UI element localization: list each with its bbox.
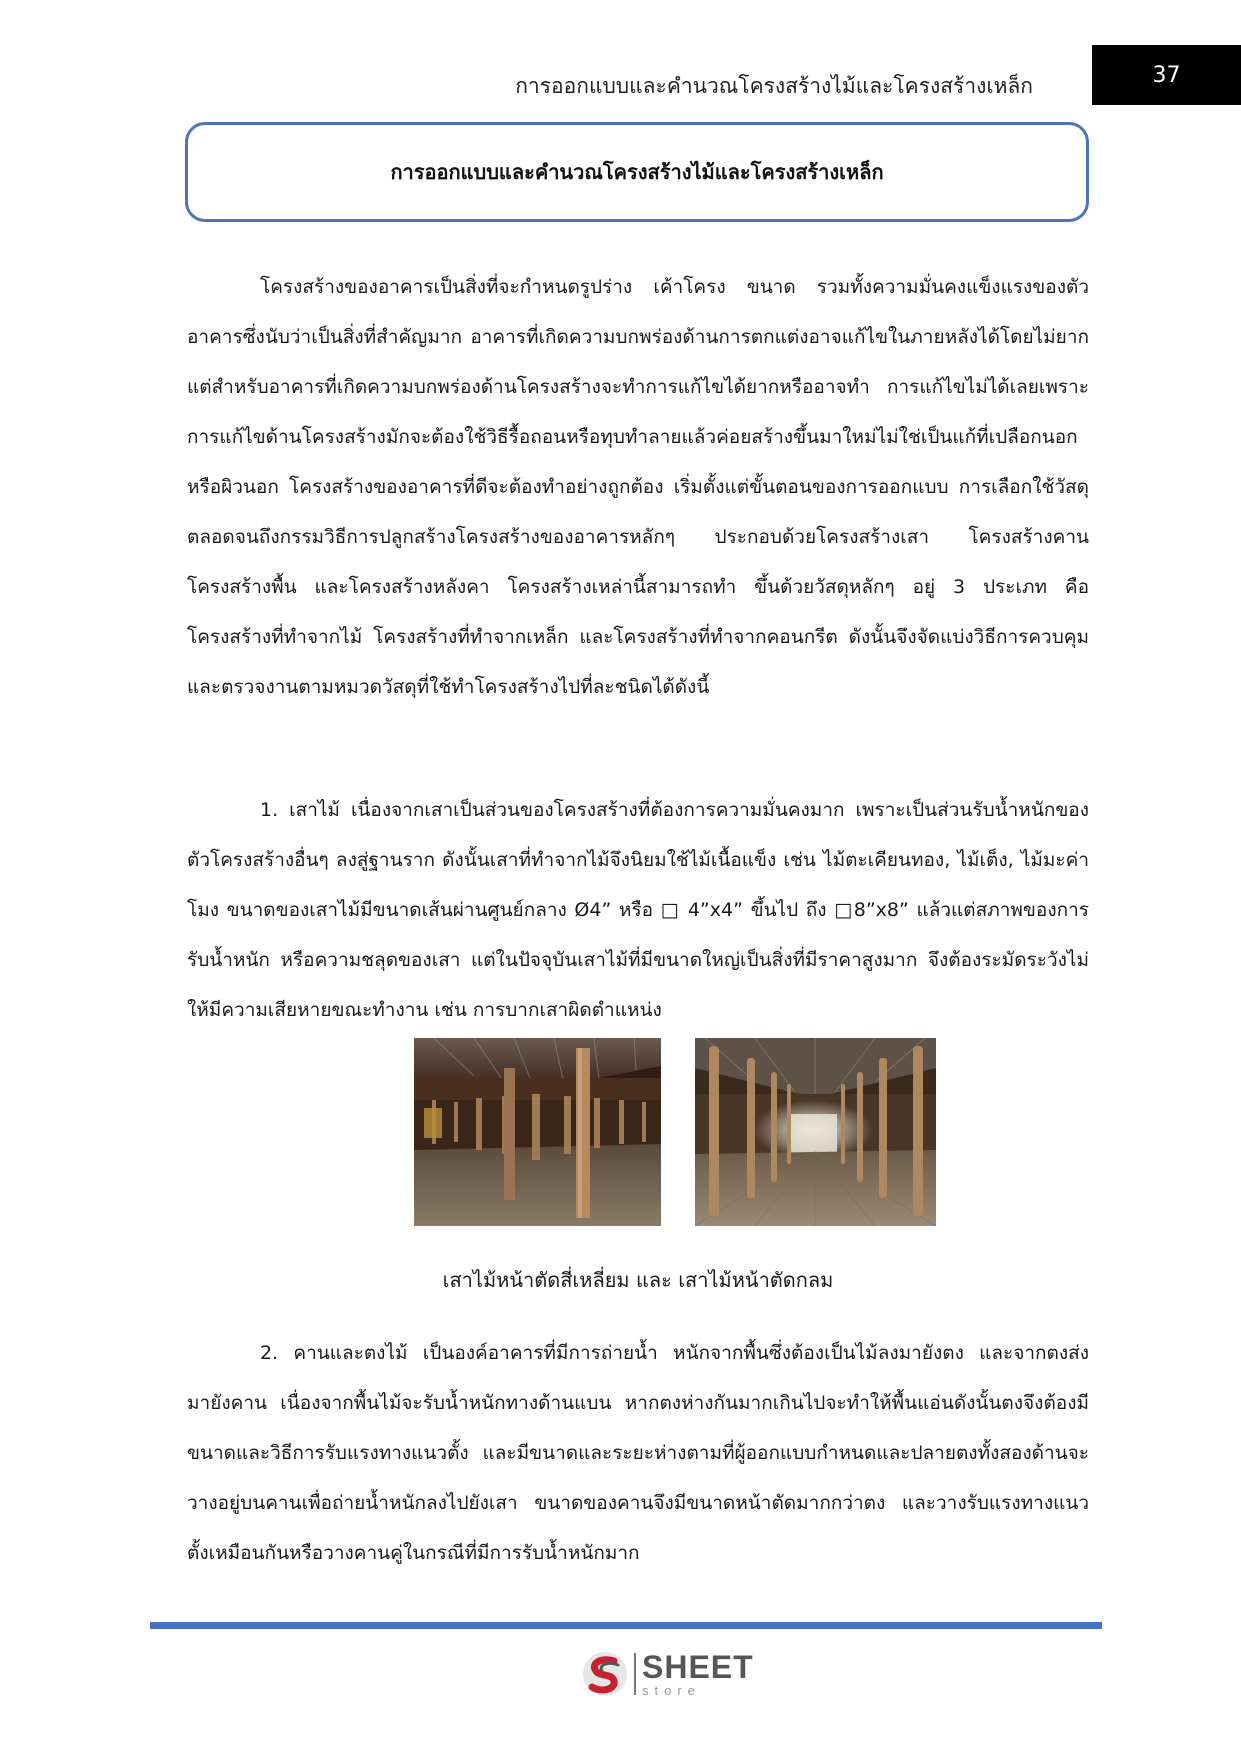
body-paragraph-beams-joists: 2. คานและตงไม้ เป็นองค์อาคารที่มีการถ่ายน้ำ หนักจากพื้นซึ่งต้องเป็นไม้ลงมายังตง และจากตงส่งมายังคาน เนื่องจากพื้นไม้จะรับน้ำหนักทางด้านแบน หากตงห่างกันมากเกินไปจะทำให้พื้นแอ่นดังนั้นตงจึงต้องมีขนาดและวิธีการรับแรงทางแนวตั้ง และมีขนาดและระยะห่างตามที่ผู้ออกแบบกำหนดและปลายตงทั้งสองด้านจะวางอยู่บนคานเพื่อถ่ายน้ำหนักลงไปยังเสา ขนาดของคานจึงมีขนาดหน้าตัดมากกว่าตง และวางรับแรงทางแนวตั้งเหมือนกันหรือวางคานคู่ในกรณีที่มีการรับน้ำหนักมาก [187,1342,1089,1564]
sheet-store-logo-mark-icon [580,1649,630,1699]
logo-word: SHEET [642,1649,754,1685]
running-header-title: การออกแบบและคำนวณโครงสร้างไม้และโครงสร้างเหล็ก [515,74,1033,98]
body-paragraph-intro: โครงสร้างของอาคารเป็นสิ่งที่จะกำหนดรูปร่าง เค้าโครง ขนาด รวมทั้งความมั่นคงแข็งแรงของตัวอาคารซึ่งนับว่าเป็นสิ่งที่สำคัญมาก อาคารที่เกิดความบกพร่องด้านการตกแต่งอาจแก้ไขในภายหลังได้โดยไม่ยาก แต่สำหรับอาคารที่เกิดความบกพร่องด้านโครงสร้างจะทำการแก้ไขได้ยากหรืออาจทำ การแก้ไขไม่ได้เลยเพราะการแก้ไขด้านโครงสร้างมักจะต้องใช้วิธีรื้อถอนหรือทุบทำลายแล้วค่อยสร้างขึ้นมาใหม่ไม่ใช่เป็นแก้ที่เปลือกนอกหรือผิวนอก โครงสร้างของอาคารที่ดีจะต้องทำอย่างถูกต้อง เริ่มตั้งแต่ขั้นตอนของการออกแบบ การเลือกใช้วัสดุ ตลอดจนถึงกรรมวิธีการปลูกสร้างโครงสร้างของอาคารหลักๆ ประกอบด้วยโครงสร้างเสา โครงสร้างคาน โครงสร้างพื้น และโครงสร้างหลังคา โครงสร้างเหล่านี้สามารถทำ ขึ้นด้วยวัสดุหลักๆ อยู่ 3 ประเภท คือ โครงสร้างที่ทำจากไม้ โครงสร้างที่ทำจากเหล็ก และโครงสร้างที่ทำจากคอนกรีต ดังนั้นจึงจัดแบ่งวิธีการควบคุมและตรวจงานตามหมวดวัสดุที่ใช้ทำโครงสร้างไปที่ละชนิดได้ดังนี้ [187,276,1089,698]
photo-round-wooden-columns [695,1038,936,1226]
body-paragraph-wooden-columns: 1. เสาไม้ เนื่องจากเสาเป็นส่วนของโครงสร้างที่ต้องการความมั่นคงมาก เพราะเป็นส่วนรับน้ำหนักของตัวโครงสร้างอื่นๆ ลงสู่ฐานราก ดังนั้นเสาที่ทำจากไม้จึงนิยมใช้ไม้เนื้อแข็ง เช่น ไม้ตะเคียนทอง, ไม้เต็ง, ไม้มะค่าโมง ขนาดของเสาไม้มีขนาดเส้นผ่านศูนย์กลาง Ø4” หรือ □ 4”x4” ขึ้นไป ถึง □8”x8” แล้วแต่สภาพของการรับน้ำหนัก หรือความชลุดของเสา แต่ในปัจจุบันเสาไม้ที่มีขนาดใหญ่เป็นสิ่งที่มีราคาสูงมาก จึงต้องระมัดระวังไม่ให้มีความเสียหายขณะทำงาน เช่น การบากเสาผิดตำแหน่ง [187,799,1089,1021]
page-number: 37 [1152,62,1181,88]
logo-subword: store [642,1683,701,1698]
figure-caption: เสาไม้หน้าตัดสี่เหลี่ยม และ เสาไม้หน้าตัดกลม [442,1268,834,1292]
photo-square-wooden-columns [414,1038,661,1226]
sheet-store-logo [580,1648,754,1700]
chapter-title: การออกแบบและคำนวณโครงสร้างไม้และโครงสร้างเหล็ก [390,160,884,184]
chapter-title-box [185,122,1089,222]
footer-divider [150,1622,1102,1629]
logo-divider [634,1653,636,1695]
page-number-tab [1092,45,1241,105]
